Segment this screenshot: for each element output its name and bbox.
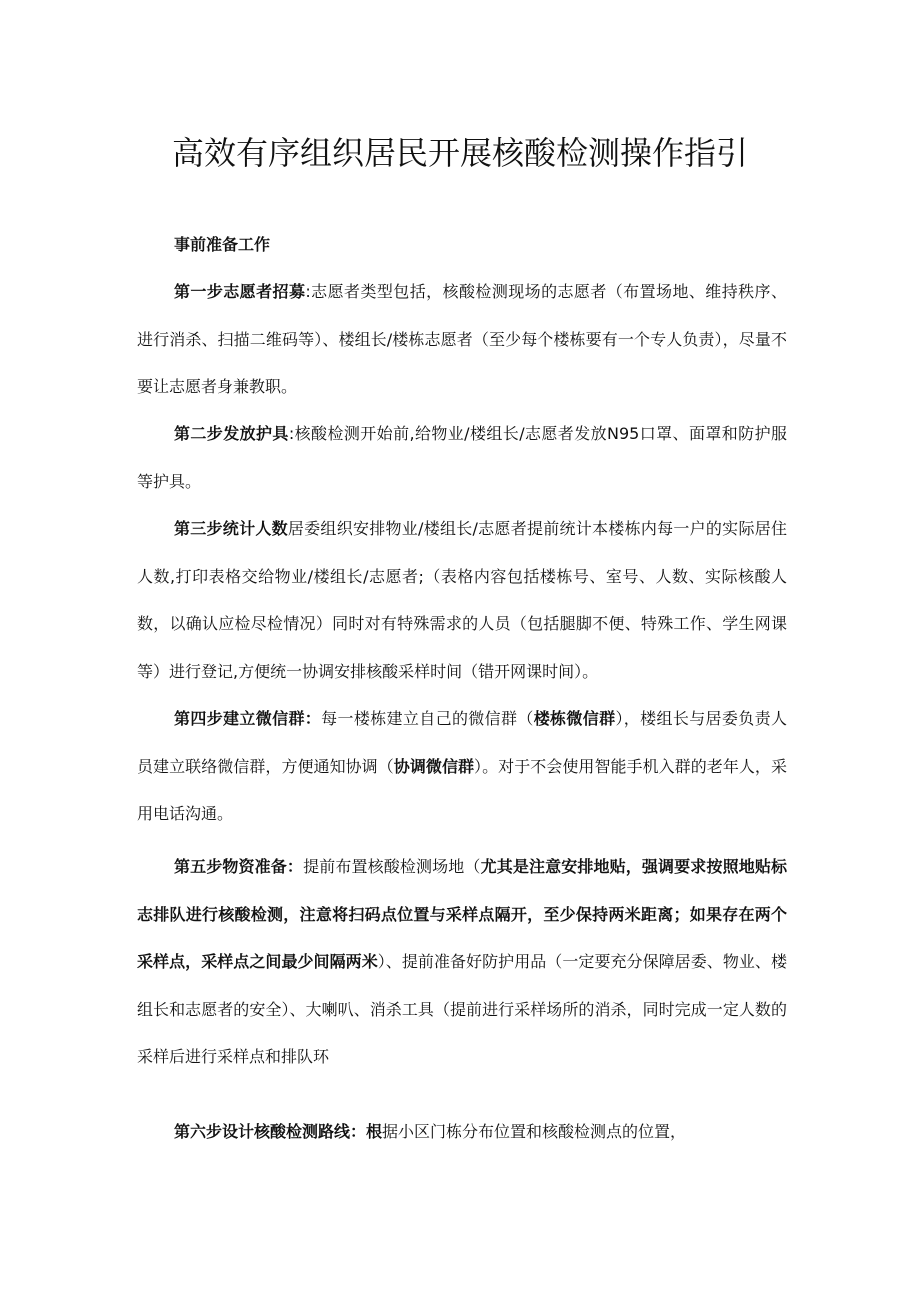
- step-2-label: 第二步发放护具: [174, 424, 289, 443]
- step-5-paragraph: [137, 843, 787, 1081]
- step-6-paragraph: [137, 1108, 787, 1156]
- step-4-text-2: ），楼组长与居委负责人员建立联络微信群，方便通知协调（: [137, 709, 787, 776]
- step-1-paragraph: [137, 268, 787, 411]
- step-4-paragraph: [137, 695, 787, 838]
- step-4-text-1: 每一楼栋建立自己的微信群（: [321, 709, 534, 728]
- section-heading: 事前准备工作: [174, 235, 271, 254]
- step-5-text-2: ）、提前准备好防护用品（一定要充分保障居委、物业、楼组长和志愿者的安全）、大喇叭、消杀工具（提前进行采样场所的消杀，同时完成一定人数的采样后进行采样点和排队环: [137, 952, 787, 1066]
- step-3-text: 居委组织安排物业/楼组长/志愿者提前统计本楼栋内每一户的实际居住人数,打印表格交给物业/楼组长/志愿者;（表格内容包括楼栋号、室号、人数、实际核酸人数，以确认应检尽检情况）同时对有特殊需求的人员（包括腿脚不便、特殊工作、学生网课等）进行登记,方便统一协调安排核酸采样时间（错开网课时间）。: [137, 519, 787, 681]
- step-6-text: 据小区门栋分布位置和核酸检测点的位置，: [382, 1122, 687, 1141]
- step-4-bold-1: 楼栋微信群: [533, 709, 616, 728]
- step-2-paragraph: [137, 410, 787, 505]
- step-4-label: 第四步建立微信群：: [174, 709, 322, 728]
- step-3-label: 第三步统计人数: [174, 519, 288, 538]
- step-5-bold-1: 尤其是注意安排地贴，强调要求按照地贴标志排队进行核酸检测，注意将扫码点位置与采样点隔开，至少保持两米距离；如果存在两个采样点，采样点之间最少间隔两米: [137, 857, 787, 971]
- step-6-label: 第六步设计核酸检测路线：根: [174, 1122, 383, 1141]
- step-3-paragraph: [137, 505, 787, 695]
- step-1-text: :志愿者类型包括，核酸检测现场的志愿者（布置场地、维持秩序、进行消杀、扫描二维码等）、楼组长/楼栋志愿者（至少每个楼栋要有一个专人负责），尽量不要让志愿者身兼教职。: [137, 282, 787, 396]
- step-1-label: 第一步志愿者招募: [174, 282, 306, 301]
- step-4-text-3: ）。对于不会使用智能手机入群的老年人，采用电话沟通。: [137, 756, 787, 823]
- step-5-label: 第五步物资准备：: [174, 857, 304, 876]
- step-2-text: :核酸检测开始前,给物业/楼组长/志愿者发放N95口罩、面罩和防护服等护具。: [137, 424, 787, 491]
- step-5-text-1: 提前布置核酸检测场地（: [303, 857, 481, 876]
- document-title: 高效有序组织居民开展核酸检测操作指引: [171, 134, 748, 172]
- step-4-bold-2: 协调微信群: [393, 756, 475, 776]
